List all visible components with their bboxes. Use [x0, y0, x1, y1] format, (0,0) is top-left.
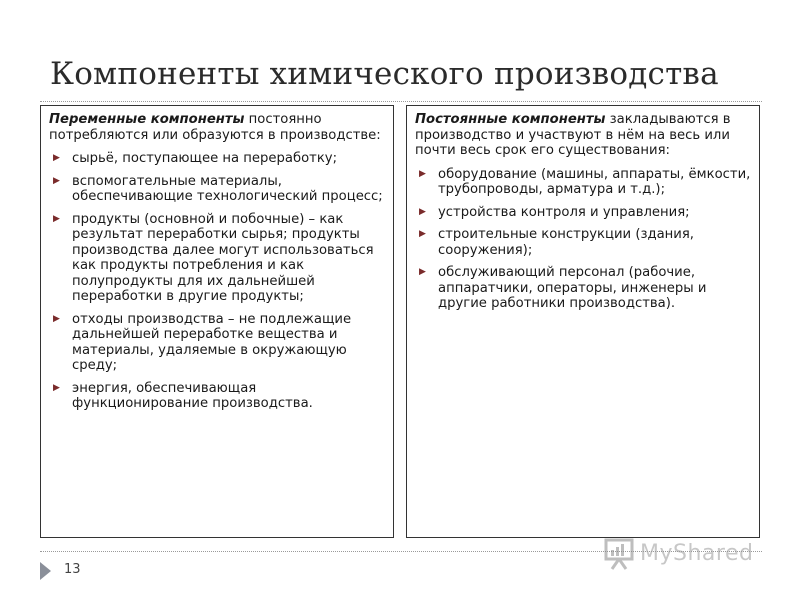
- triangle-bullet-icon: ▶: [53, 213, 60, 224]
- constant-components-description: закладываются в производство и участвуют в нём на весь или почти весь срок его существования:: [415, 112, 731, 158]
- list-item: [415, 167, 751, 198]
- constant-components-list: [415, 167, 751, 312]
- constant-components-intro: [415, 112, 751, 159]
- page-number: 13: [64, 562, 81, 577]
- triangle-bullet-icon: ▶: [53, 175, 60, 186]
- variable-components-description: постоянно потребляются или образуются в производстве:: [49, 112, 381, 143]
- triangle-bullet-icon: ▶: [419, 168, 426, 179]
- list-item-text: оборудование (машины, аппараты, ёмкости, трубопроводы, арматура и т.д.);: [438, 166, 751, 197]
- slide-title: Компоненты химического производства: [50, 56, 719, 92]
- list-item-text: сырьё, поступающее на переработку;: [72, 151, 338, 166]
- watermark-text: MyShared: [640, 540, 754, 566]
- constant-components-heading: Постоянные компоненты: [415, 112, 606, 127]
- list-item: [49, 151, 385, 167]
- watermark-logo: [604, 536, 753, 570]
- list-item: [415, 227, 751, 258]
- triangle-bullet-icon: ▶: [53, 382, 60, 393]
- variable-components-list: [49, 151, 385, 412]
- title-divider: [40, 101, 762, 102]
- constant-components-box: [406, 105, 760, 538]
- triangle-bullet-icon: ▶: [419, 206, 426, 217]
- list-item-text: отходы производства – не подлежащие дальнейшей переработке вещества и материалы, удаляемые в окружающую среду;: [72, 311, 352, 373]
- triangle-bullet-icon: ▶: [53, 153, 60, 163]
- triangle-bullet-icon: ▶: [53, 313, 60, 324]
- list-item: [49, 212, 385, 305]
- play-arrow-icon[interactable]: [40, 562, 51, 580]
- list-item-text: продукты (основной и побочные) – как результат переработки сырья; продукты производства далее могут использоваться как продукты потребления и как полупродукты для их дальнейшей переработки в другие продукты;: [72, 211, 374, 304]
- list-item: [415, 205, 751, 221]
- variable-components-intro: [49, 112, 385, 143]
- list-item-text: вспомогательные материалы, обеспечивающие технологический процесс;: [72, 173, 383, 204]
- list-item: [49, 174, 385, 205]
- list-item-text: обслуживающий персонал (рабочие, аппаратчики, операторы, инженеры и другие работники производства).: [438, 265, 707, 311]
- variable-components-heading: Переменные компоненты: [49, 112, 245, 127]
- presentation-board-icon: [604, 536, 634, 570]
- triangle-bullet-icon: ▶: [419, 229, 426, 239]
- variable-components-box: [40, 105, 394, 538]
- list-item-text: строительные конструкции (здания, сооружения);: [438, 227, 694, 258]
- list-item: [415, 265, 751, 312]
- list-item-text: устройства контроля и управления;: [438, 204, 690, 220]
- list-item: [49, 312, 385, 374]
- list-item: [49, 381, 385, 412]
- list-item-text: энергия, обеспечивающая функционирование производства.: [72, 380, 313, 411]
- triangle-bullet-icon: ▶: [419, 267, 426, 277]
